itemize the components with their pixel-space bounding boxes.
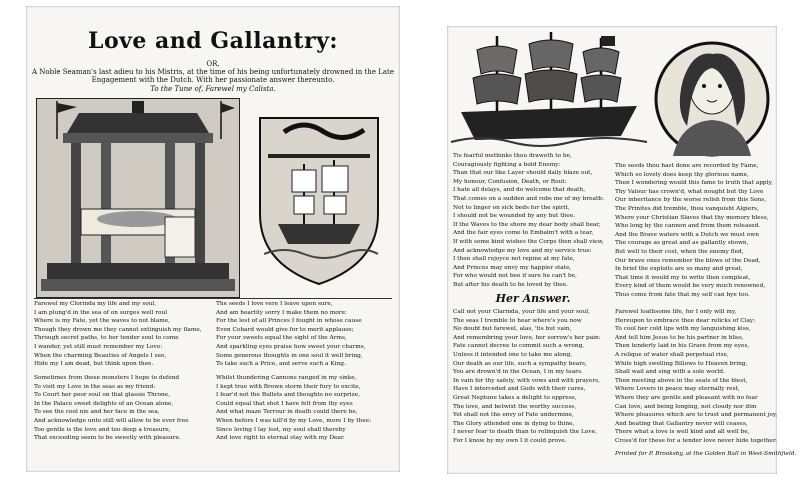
verse-line: Than that our like Layer should daily blaze out, bbox=[453, 170, 593, 177]
imprint-footer: Printed for P. Brooksby, at the Golden Ball in West-Smithfield. bbox=[615, 451, 797, 457]
verse-line: And beating that Gallantry never will ceases, bbox=[615, 420, 748, 427]
verse-line: For the lest of all Princes I fought in whose cause bbox=[216, 318, 362, 325]
verse-line: Unless it intended one to take me along, bbox=[453, 351, 573, 358]
verse-line: Then meeting above in the seats of the blest, bbox=[615, 377, 748, 384]
verse-line: And am heartily sorry I make them no more: bbox=[216, 309, 347, 316]
verse-line: Farewel loathsome life, for I only will my, bbox=[615, 309, 737, 315]
verse-line: My honour, Confusion, Death, or Rout: bbox=[453, 178, 567, 185]
verse-line: You are drown'd in the Ocean, I in my tears. bbox=[453, 369, 583, 376]
verse-line: I wander, yet still must remember my Love: bbox=[34, 343, 163, 350]
ballad-title: Love and Gallantry: bbox=[87, 28, 339, 54]
verse-line: I hate all delays, and do welcome that death, bbox=[453, 187, 586, 194]
subtitle-line-2: Engagement with the Dutch. With her passionate answer thereunto. bbox=[91, 76, 335, 84]
verse-line: There what a love is well kind and all well be, bbox=[615, 429, 750, 436]
verse-line: Farewel my Clorinda my life and my soul, bbox=[34, 301, 157, 307]
verse-line: I then shall rejoyce not repine at my fate, bbox=[453, 256, 575, 263]
verse-line: I should not be wounded by any but thee. bbox=[453, 213, 575, 220]
verse-line: And the fair eyes come to Embalm't with a tear, bbox=[453, 230, 594, 237]
verse-line: That exceeding seem to be sweetly with pleasure. bbox=[34, 435, 181, 442]
verse-line: Every kind of them would be very much renowned, bbox=[615, 283, 766, 290]
verse-line: Who long by the cannon and from them released. bbox=[615, 223, 761, 230]
verse-line: But after his death to be loved by thee. bbox=[453, 281, 568, 288]
tune-line: To the Tune of, Farewel my Calista. bbox=[150, 85, 276, 93]
verse-line: Even Cohard would give for to merit applause; bbox=[216, 326, 354, 333]
verse-line: Call not your Clarinda, your life and your soul, bbox=[453, 309, 590, 315]
right-col1 bbox=[453, 152, 613, 290]
verse-line: And love right to eternal stay with my Dear. bbox=[216, 435, 345, 442]
verse-line: To Court her poor soul on that glassie Throne, bbox=[34, 392, 171, 399]
verse-line: The seeds I love vere I leave upon sure, bbox=[216, 301, 333, 307]
verse-line: For I know by my own I it could prove. bbox=[453, 437, 567, 444]
verse-line: If with some kind wishes the Corps then shall view, bbox=[453, 238, 604, 245]
left-col3 bbox=[34, 374, 212, 443]
verse-line: Hereupon to embrace thee dear relicks of Clay: bbox=[615, 317, 756, 324]
verse-line: And remembring your love, her sorrow's her pain: bbox=[453, 334, 601, 341]
answer-heading: Her Answer. bbox=[495, 292, 571, 305]
verse-line: Not to linger on sick beds for the spirit, bbox=[453, 204, 570, 211]
verse-line: Though they drown me they cannot extinguish my flame, bbox=[34, 326, 202, 333]
divider bbox=[34, 298, 392, 299]
galleon-woodcut-image bbox=[451, 32, 647, 148]
left-col4 bbox=[216, 374, 394, 443]
verse-line: Tis fearful methinks thou draweth to be, bbox=[453, 153, 572, 159]
verse-line: Then I wondering would this fame to truth that apply, bbox=[615, 180, 773, 187]
verse-line: Our death as our life, such a sympathy bears, bbox=[453, 360, 587, 367]
verse-line: Shall wail and sing with a sole world. bbox=[615, 369, 725, 376]
right-col1-answer bbox=[453, 308, 613, 446]
verse-line: But well to their cost, when the enemy fled, bbox=[615, 248, 744, 255]
verse-line: Hide my I am dead, but think upon thee. bbox=[34, 361, 154, 368]
verse-line: To visit my Love in the seas as my friend: bbox=[34, 383, 156, 390]
right-page bbox=[447, 26, 797, 474]
right-col2-answer bbox=[615, 308, 778, 446]
verse-line: I kept true with Brown storm their fury to excite, bbox=[216, 383, 361, 390]
verse-line: Some generous thoughts in one soul it well bring, bbox=[216, 352, 363, 359]
canopy-woodcut-image bbox=[36, 98, 240, 298]
verse-line: Which so lovely does keep thy glorious name, bbox=[615, 171, 749, 178]
verse-line: That comes on a sudden and robs me of my breath: bbox=[453, 195, 604, 202]
verse-line: When the charming Beauties of Angels I see, bbox=[34, 352, 167, 359]
verse-line: To cool her cold lips with my languishing kiss, bbox=[615, 326, 751, 333]
verse-line: If the Waves to the shore my dear body shall bear, bbox=[453, 221, 601, 228]
verse-line: Sometimes from those monsters I hope to defend bbox=[34, 375, 180, 381]
verse-line: Our inheritance by the worse relish from this Sons, bbox=[615, 197, 767, 204]
verse-line: And Princes may envy my happier state, bbox=[453, 264, 572, 271]
portrait-woodcut-image bbox=[653, 40, 771, 158]
verse-line: Thus come from fate that my self can bye too. bbox=[615, 291, 750, 298]
verse-line: Too gentle is the love and too deep a treasure, bbox=[34, 426, 171, 433]
verse-line: Where your Christian Slaves that thy memory bless, bbox=[615, 214, 769, 221]
verse-line: In brief the exploits are so many and great, bbox=[615, 266, 743, 273]
verse-line: The Prinites did tremble, thou vanquisht Algiers, bbox=[615, 205, 759, 212]
verse-line: Where pleasures which are to trust and permanent joy, bbox=[615, 412, 778, 419]
left-col2 bbox=[216, 300, 394, 369]
verse-line: Couragiously fighting a bold Enemy: bbox=[453, 161, 561, 168]
verse-line: Can love, and being longing, not cloudy nor dim bbox=[615, 403, 757, 410]
verse-line: And acknowledge unto still will allow to be ever free bbox=[34, 417, 189, 424]
verse-line: No doubt but farewel, alas, 'tis but vain, bbox=[453, 326, 572, 333]
verse-line: Thy Valour has crown'd, what nought but thy Love bbox=[615, 188, 764, 195]
verse-line: And sparkling eyes praise how sweet your charms, bbox=[216, 343, 366, 350]
verse-line: And what maze Terrour in death could there be, bbox=[216, 409, 358, 416]
verse-line: Through secret paths, to her tender soul to come bbox=[34, 335, 179, 342]
verse-line: Yet shall not the envy of Fate undermine, bbox=[453, 412, 574, 419]
ship-shield-woodcut-image bbox=[254, 114, 384, 286]
verse-line: In the Palace sweet delights of an Ocean alone, bbox=[34, 400, 174, 407]
verse-line: I fear'd not the Bullets and thoughts no surprize, bbox=[216, 392, 360, 399]
verse-line: Where Lovers in peace may eternally rest, bbox=[615, 386, 740, 393]
verse-line: The Glory attended one in dying to thine, bbox=[453, 420, 575, 427]
verse-line: And tell him Jesus to be his partner in bliss, bbox=[615, 334, 744, 341]
verse-line: Whilst thundering Cannons ranged in my sinke, bbox=[216, 375, 357, 381]
verse-line: The seeds thou hast done are recorded by Fame, bbox=[615, 163, 759, 169]
verse-line: Our brave ones remember the blows of the Dead, bbox=[615, 257, 761, 264]
verse-line: While high swelling Billows to Heaven bring, bbox=[615, 360, 748, 367]
right-col2 bbox=[615, 162, 773, 300]
verse-line: A relique of water shall perpetual rise, bbox=[615, 351, 729, 358]
verse-line: The seas I tremble to hear where's you now bbox=[453, 317, 582, 324]
verse-line: To take such a Price, and serve such a King. bbox=[216, 361, 346, 368]
verse-line: That time it would my to write then compleat, bbox=[615, 274, 751, 281]
verse-line: I never fear to death than to relinquish the Love, bbox=[453, 429, 597, 436]
verse-line: The love, and betwixt the worthy success, bbox=[453, 403, 577, 410]
verse-line: And the Brave waters with a Dutch we must own bbox=[615, 231, 759, 238]
verse-line: And acknowledge my love and my service true: bbox=[453, 247, 592, 254]
verse-line: Cross'd for these for a tender love never hide together. bbox=[615, 437, 777, 444]
subtitle-line-1: A Noble Seaman's last adieu to his Mistris, at the time of his being unfortunately drowned in the Late bbox=[32, 68, 394, 76]
verse-line: The courage as great and as gallantly shown, bbox=[615, 240, 749, 247]
verse-line: Fate cannot decree to commit such a wrong, bbox=[453, 343, 585, 350]
verse-line: For who would not bee if sure he can't be, bbox=[453, 273, 578, 280]
left-page bbox=[26, 6, 400, 472]
verse-line: Great Neptune takes a delight to oppress, bbox=[453, 394, 577, 401]
left-col1 bbox=[34, 300, 212, 369]
verse-line: Where they are gentle and pleasant with no fear bbox=[615, 394, 758, 401]
verse-line: I am plung'd in the sea of on surges well roul bbox=[34, 309, 168, 316]
verse-line: For your sweets equal the sight of the Arms, bbox=[216, 335, 347, 342]
verse-line: Where is my Fate, yet the waves to not blame, bbox=[34, 318, 170, 325]
verse-line: Have I interceded and Gods with their cares, bbox=[453, 386, 586, 393]
verse-line: In vain for thy safety, with vows and with prayers, bbox=[453, 377, 600, 384]
verse-line: When before I was kill'd by my Love, more I by thee: bbox=[216, 417, 372, 424]
verse-line: Then tenderly laid in his Grave from my eyes, bbox=[615, 343, 750, 350]
verse-line: Since loving I lay lost, my soul shall thereby bbox=[216, 426, 346, 433]
verse-line: Could equal that shot I have felt from thy eyes bbox=[216, 400, 353, 407]
verse-line: To see the cool nie and her face in the sea, bbox=[34, 409, 160, 416]
or-line: OR, bbox=[206, 60, 220, 68]
